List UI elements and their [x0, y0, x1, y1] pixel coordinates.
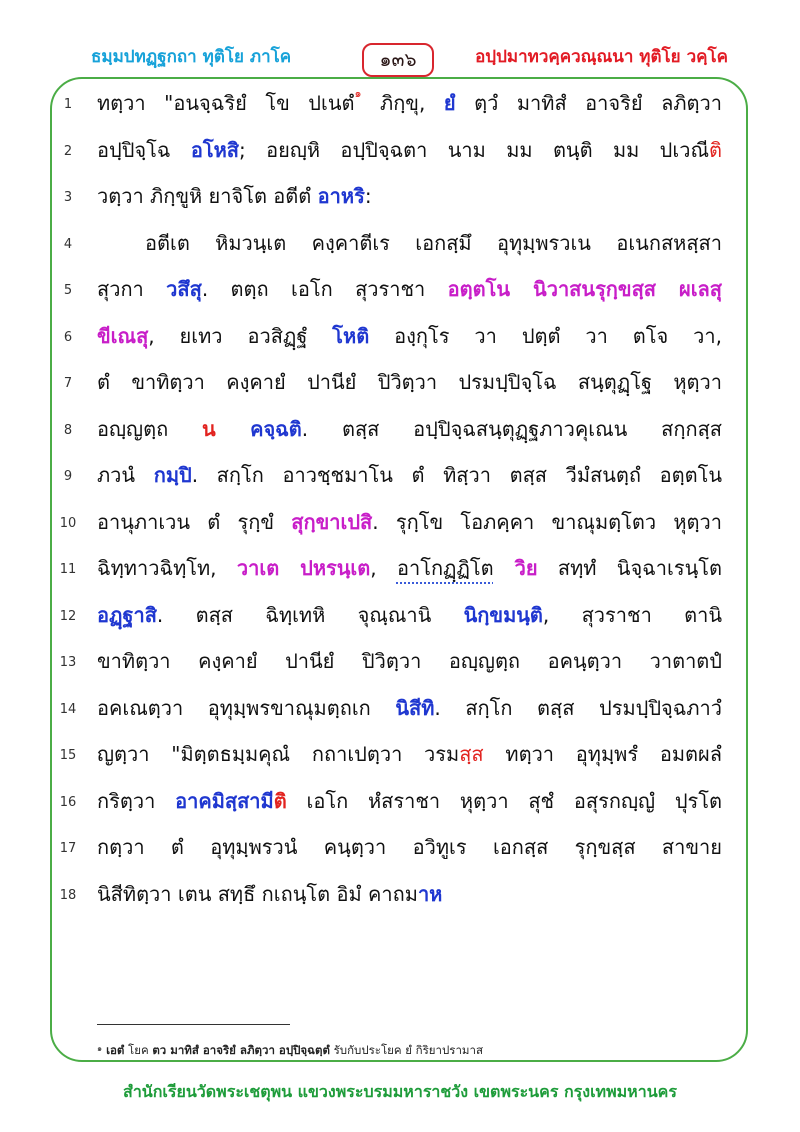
text-segment: นิสีทิตฺวา เตน สทฺธึ กเถนฺโต อิมํ คาถม: [97, 881, 418, 906]
text-segment: ภิกฺขุ,: [361, 91, 444, 115]
highlighted-term: ติ: [273, 788, 287, 813]
highlighted-term: อฏฺฐาสิ: [97, 602, 157, 627]
text-segment: เอโก หํสราชา หุตฺวา สุชํ อสุรกญฺญํ ปุรโต: [286, 788, 722, 813]
line-number: 13: [59, 655, 77, 670]
highlighted-term: น: [202, 416, 216, 441]
text-segment: กริตฺวา: [97, 788, 176, 813]
text-segment: , สุวราชา ตานิ: [542, 602, 722, 627]
line-text: [97, 545, 722, 592]
line-text: [97, 638, 722, 685]
text-segment: ตํ ขาทิตฺวา คงฺคายํ ปานียํ ปิวิตฺวา ปรมปฺปิจฺโฉ สนฺตุฏฺโฐ หุตฺวา: [97, 370, 722, 394]
line-text: [97, 266, 722, 313]
line-number: 11: [59, 562, 77, 577]
line-number: 10: [59, 515, 77, 531]
highlighted-term: คจฺฉติ: [215, 416, 302, 441]
text-line: [0, 545, 800, 592]
text-line: [0, 220, 800, 267]
text-segment: ตฺวํ มาทิสํ อาจริยํ ลภิตฺวา: [455, 91, 722, 115]
line-number: 4: [63, 236, 73, 252]
text-segment: . สกฺโก ตสฺส ปรมปฺปิจฺฉภาวํ: [434, 695, 722, 720]
text-line: [0, 592, 800, 639]
line-number: 2: [63, 143, 73, 159]
highlighted-term: โหติ: [332, 323, 370, 348]
highlighted-term: อาคมิสฺสามี: [175, 788, 274, 813]
text-segment: ทตฺวา "อนจฺฉริยํ โข ปเนตํ: [97, 91, 355, 115]
text-segment: ภวนํ: [97, 463, 154, 487]
highlighted-term: วิย: [493, 556, 538, 580]
text-segment: วตฺวา ภิกฺขูหิ ยาจิโต อตีตํ: [97, 184, 318, 208]
text-line: [0, 685, 800, 732]
text-segment: ญตฺวา "มิตฺตธมฺมคุณํ กถาเปตฺวา วรม: [97, 742, 460, 766]
highlighted-term: นิสีทิ: [395, 695, 435, 720]
line-text: [97, 220, 722, 267]
line-number: 12: [59, 608, 77, 624]
text-segment: อานุภาเวน ตํ รุกฺขํ: [97, 509, 292, 534]
text-line: [0, 778, 800, 825]
book-title: ธมฺมปทฏฺฐกถา ทุติโย ภาโค: [91, 47, 292, 67]
footnote-term: ตว มาทิสํ อาจริยํ ลภิตฺวา อปฺปิจฺฉตฺตํ: [152, 1043, 330, 1057]
text-line: [0, 871, 800, 918]
text-line: [0, 80, 800, 127]
page-number: ๑๓๖: [362, 43, 434, 77]
line-number: 8: [63, 422, 73, 438]
text-segment: อปฺปิจฺโฉ: [97, 137, 191, 162]
text-body: [0, 80, 800, 917]
text-segment: . ตสฺส อปฺปิจฺฉสนฺตุฏฺฐภาวคุเณน สกฺกสฺส: [301, 416, 722, 441]
text-line: [0, 173, 800, 220]
line-text: [97, 80, 722, 127]
text-segment: กตฺวา ตํ อุทุมฺพรวนํ คนฺตฺวา อวิทูเร เอกสฺส รุกฺขสฺส สาขาย: [97, 835, 722, 859]
text-segment: อคเณตฺวา อุทุมฺพรขาณุมตฺถเก: [97, 695, 396, 720]
highlighted-term: ขีเณสุ: [97, 323, 149, 348]
line-text: [97, 499, 722, 546]
line-text: [97, 173, 722, 220]
highlighted-term: กมฺปิ: [153, 463, 192, 487]
text-line: [0, 127, 800, 174]
line-number: 17: [59, 841, 77, 856]
footnote-marker: ๑: [97, 1044, 103, 1053]
line-number: 5: [63, 283, 73, 298]
text-segment: :: [364, 184, 372, 208]
text-line: [0, 313, 800, 360]
line-text: [97, 359, 722, 406]
text-segment: , ยเทว อวสิฏฺฐํ: [148, 323, 333, 348]
text-segment: . ตสฺส ฉิทฺเทหิ จุณฺณานิ: [156, 602, 464, 627]
line-text: [97, 313, 722, 360]
line-text: [97, 127, 722, 174]
line-number: 16: [59, 794, 77, 810]
footnote-text: โยค: [124, 1043, 153, 1057]
highlighted-term: อตฺตโน นิวาสนรุกฺขสฺส ผเลสุ: [447, 277, 722, 301]
line-number: 1: [63, 97, 73, 112]
line-number: 15: [59, 748, 77, 763]
text-segment: อญฺญตฺถ: [97, 416, 202, 441]
text-line: [0, 499, 800, 546]
text-segment: . รุกฺโข โอภคฺคา ขาณุมตฺโตว หุตฺวา: [372, 509, 722, 534]
text-segment: สทฺทํ นิจฺฉาเรนฺโต: [537, 556, 722, 580]
highlighted-term: ติ: [709, 137, 722, 162]
footnote-text: รับกับประโยค ยํ กิริยาปรามาส: [329, 1043, 483, 1057]
line-text: [97, 871, 722, 918]
highlighted-term: อโหสิ: [190, 137, 240, 162]
text-line: [0, 406, 800, 453]
highlighted-term: สุกฺขาเปสิ: [291, 509, 373, 534]
text-segment: . สกฺโก อาวชฺชมาโน ตํ ทิสฺวา ตสฺส วีมํสนตฺถํ อตฺตโน: [191, 463, 722, 487]
highlighted-term: นิกฺขมนฺติ: [463, 602, 543, 627]
line-text: [97, 406, 722, 453]
text-segment: . ตตฺถ เอโก สุวราชา: [201, 277, 448, 301]
line-text: [97, 731, 722, 778]
line-text: [97, 778, 722, 825]
footer-institution: สำนักเรียนวัดพระเชตุพน แขวงพระบรมมหาราชวัง เขตพระนคร กรุงเทพมหานคร: [123, 1082, 677, 1101]
line-number: 9: [63, 469, 73, 484]
chapter-title: อปฺปมาทวคฺควณฺณนา ทุติโย วคฺโค: [475, 47, 728, 67]
line-text: [97, 685, 722, 732]
text-line: [0, 266, 800, 313]
text-line: [0, 731, 800, 778]
text-segment: สุวกา: [97, 277, 167, 301]
text-segment: ,: [370, 556, 397, 580]
line-number: 6: [63, 329, 73, 345]
line-number: 7: [63, 376, 73, 391]
footnote-reference: ๑: [354, 87, 362, 100]
footnote: [97, 1041, 737, 1059]
text-segment: ฉิทฺทาวฉิทฺโท,: [97, 556, 237, 580]
line-text: [97, 824, 722, 871]
highlighted-term: อาหริ: [317, 184, 365, 208]
highlighted-term: สฺส: [459, 742, 484, 766]
text-segment: อตีเต หิมวนฺเต คงฺคาตีเร เอกสฺมึ อุทุมฺพรวเน อเนกสหสฺสา: [145, 230, 722, 255]
footnote-term: เอตํ: [102, 1043, 125, 1057]
text-line: [0, 359, 800, 406]
text-line: [0, 452, 800, 499]
line-number: 14: [59, 701, 77, 717]
highlighted-term: าห: [417, 881, 443, 906]
text-segment: ; อยญฺหิ อปฺปิจฺฉตา นาม มม ตนฺติ มม ปเวณี: [239, 137, 709, 162]
line-number: 3: [63, 190, 73, 205]
highlighted-term: วาเต ปหรนฺเต: [236, 556, 371, 580]
underlined-term: อาโกฏฺฏิโต: [396, 556, 494, 580]
text-segment: ขาทิตฺวา คงฺคายํ ปานียํ ปิวิตฺวา อญฺญตฺถ อคนฺตฺวา วาตาตปํ: [97, 649, 722, 673]
text-line: [0, 824, 800, 871]
line-text: [97, 452, 722, 499]
highlighted-term: วสึสุ: [166, 277, 202, 301]
line-number: 18: [59, 887, 77, 903]
footnote-divider: [97, 1024, 290, 1025]
text-line: [0, 638, 800, 685]
line-text: [97, 592, 722, 639]
text-segment: องฺกุโร วา ปตฺตํ วา ตโจ วา,: [369, 323, 722, 348]
highlighted-term: ยํ: [443, 91, 456, 115]
text-segment: ทตฺวา อุทุมฺพรํ อมตผลํ: [483, 742, 722, 766]
